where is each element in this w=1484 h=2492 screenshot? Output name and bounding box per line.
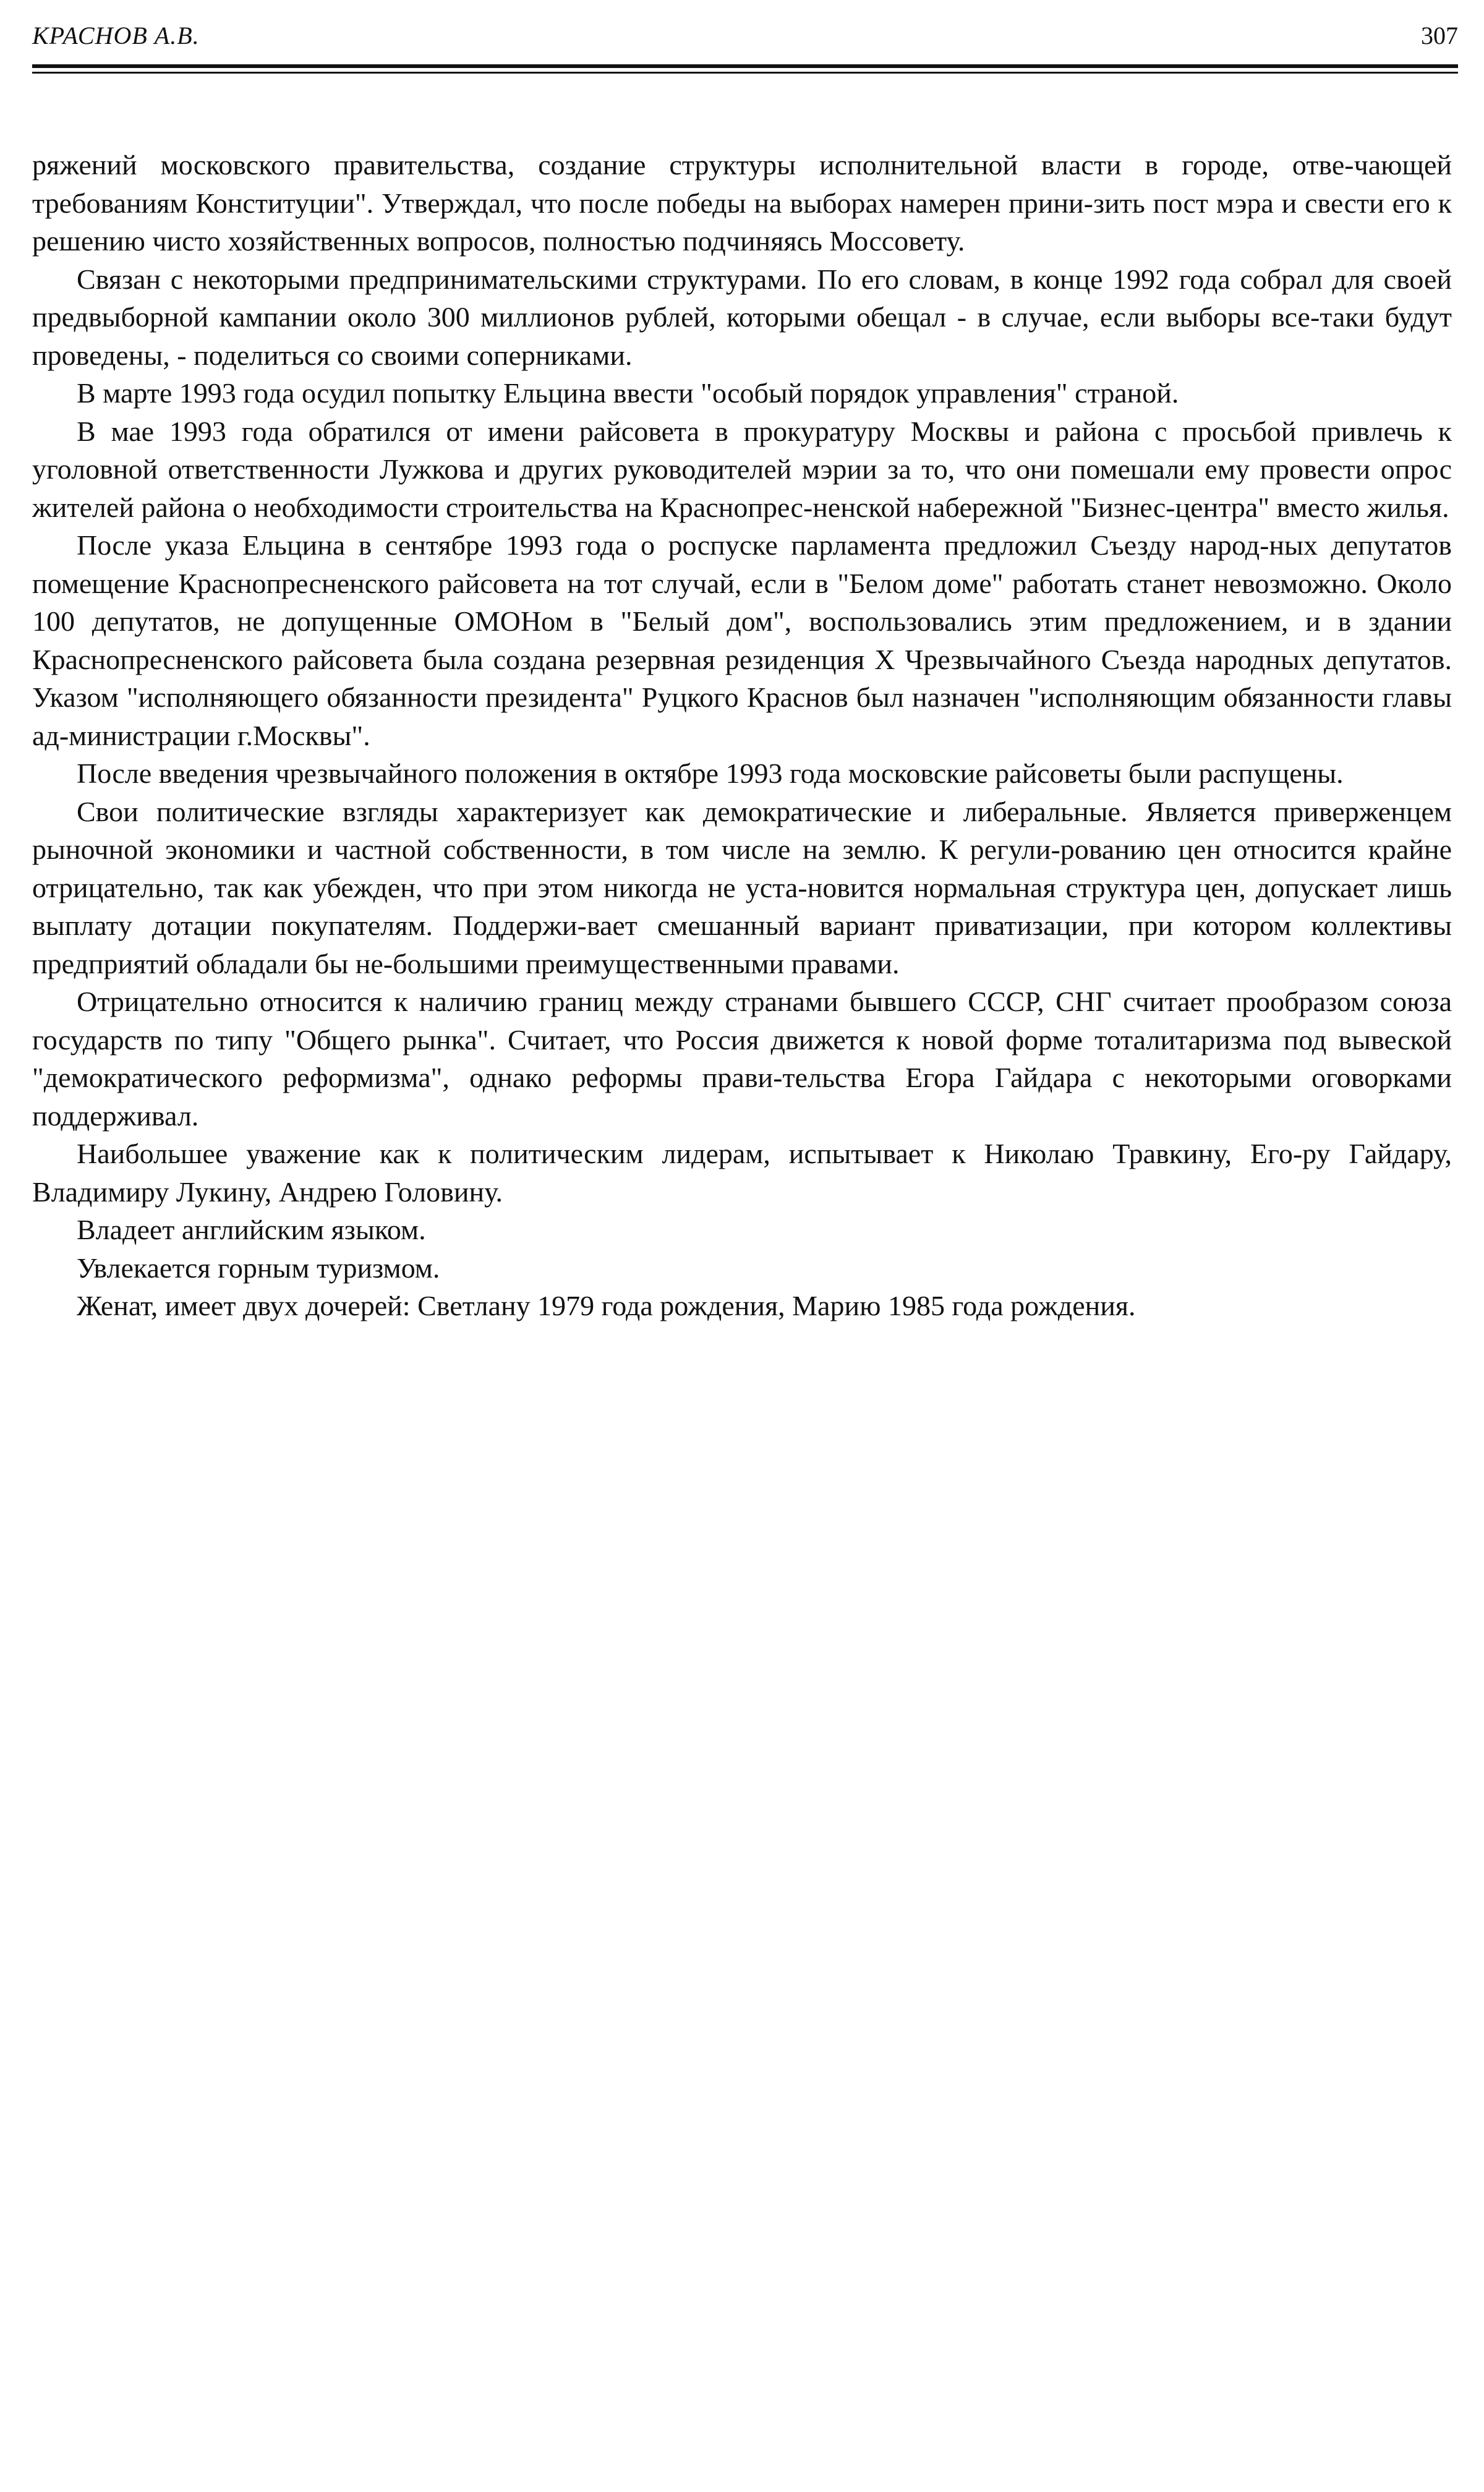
body-text	[32, 146, 1452, 1325]
header-rule-thin	[32, 72, 1458, 74]
paragraph-cis-views: Отрицательно относится к наличию границ между странами бывшего СССР, СНГ считает прообразом союза государств по типу "Общего рынка". Считает, что Россия движется к новой форме тоталитаризма под вывеской "демократического реформизма", однако реформы прави-тельства Егора Гайдара с некоторыми оговорками поддерживал.	[32, 986, 1452, 1132]
paragraph-march-1993: В марте 1993 года осудил попытку Ельцина ввести "особый порядок управления" страной.	[77, 377, 1179, 409]
header-rule-thick	[32, 64, 1458, 68]
running-header	[32, 17, 1458, 61]
paragraph-respected-leaders: Наибольшее уважение как к политическим лидерам, испытывает к Николаю Травкину, Его-ру Гайдару, Владимиру Лукину, Андрею Головину.	[32, 1138, 1452, 1208]
paragraph-languages: Владеет английским языком.	[77, 1214, 426, 1245]
paragraph-political-views: Свои политические взгляды характеризует как демократические и либеральные. Является приверженцем рыночной экономики и частной собственности, в том числе на землю. К регули-рованию цен относится крайне отрицательно, так как убежден, что при этом никогда не уста-новится нормальная структура цен, допускает лишь выплату дотации покупателям. Поддержи-вает смешанный вариант приватизации, при котором коллективы предприятий обладали бы не-большими преимущественными правами.	[32, 795, 1452, 979]
paragraph-family: Женат, имеет двух дочерей: Светлану 1979 года рождения, Марию 1985 года рождения.	[77, 1290, 1136, 1321]
paragraph-continuation: ряжений московского правительства, создание структуры исполнительной власти в городе, отве-чающей требованиям Конституции". Утверждал, что после победы на выборах намерен прини-зить пост мэра и свести его к решению чисто хозяйственных вопросов, полностью подчиняясь Моссовету.	[32, 149, 1452, 257]
paragraph-may-1993: В мае 1993 года обратился от имени райсовета в прокуратуру Москвы и района с просьбой привлечь к уголовной ответственности Лужкова и других руководителей мэрии за то, что они помешали ему провести опрос жителей района о необходимости строительства на Краснопрес-ненской набережной "Бизнес-центра" вместо жилья.	[32, 415, 1452, 523]
page-number: 307	[1421, 22, 1458, 49]
paragraph-business-ties: Связан с некоторыми предпринимательскими структурами. По его словам, в конце 1992 года собрал для своей предвыборной кампании около 300 миллионов рублей, которыми обещал - в случае, если выборы все-таки будут проведены, - поделиться со своими соперниками.	[32, 263, 1452, 371]
paragraph-september-1993: После указа Ельцина в сентябре 1993 года о роспуске парламента предложил Съезду народ-ных депутатов помещение Краснопресненского райсовета на тот случай, если в "Белом доме" работать станет невозможно. Около 100 депутатов, не допущенные ОМОНом в "Белый дом", воспользовались этим предложением, и в здании Краснопресненского райсовета была создана резервная резиденция X Чрезвычайного Съезда народных депутатов. Указом "исполняющего обязанности президента" Руцкого Краснов был назначен "исполняющим обязанности главы ад-министрации г.Москвы".	[32, 529, 1452, 751]
running-head-author: КРАСНОВ А.В.	[32, 22, 200, 49]
paragraph-hobbies: Увлекается горным туризмом.	[77, 1252, 440, 1284]
paragraph-state-of-emergency: После введения чрезвычайного положения в октябре 1993 года московские райсоветы были распущены.	[77, 757, 1344, 789]
